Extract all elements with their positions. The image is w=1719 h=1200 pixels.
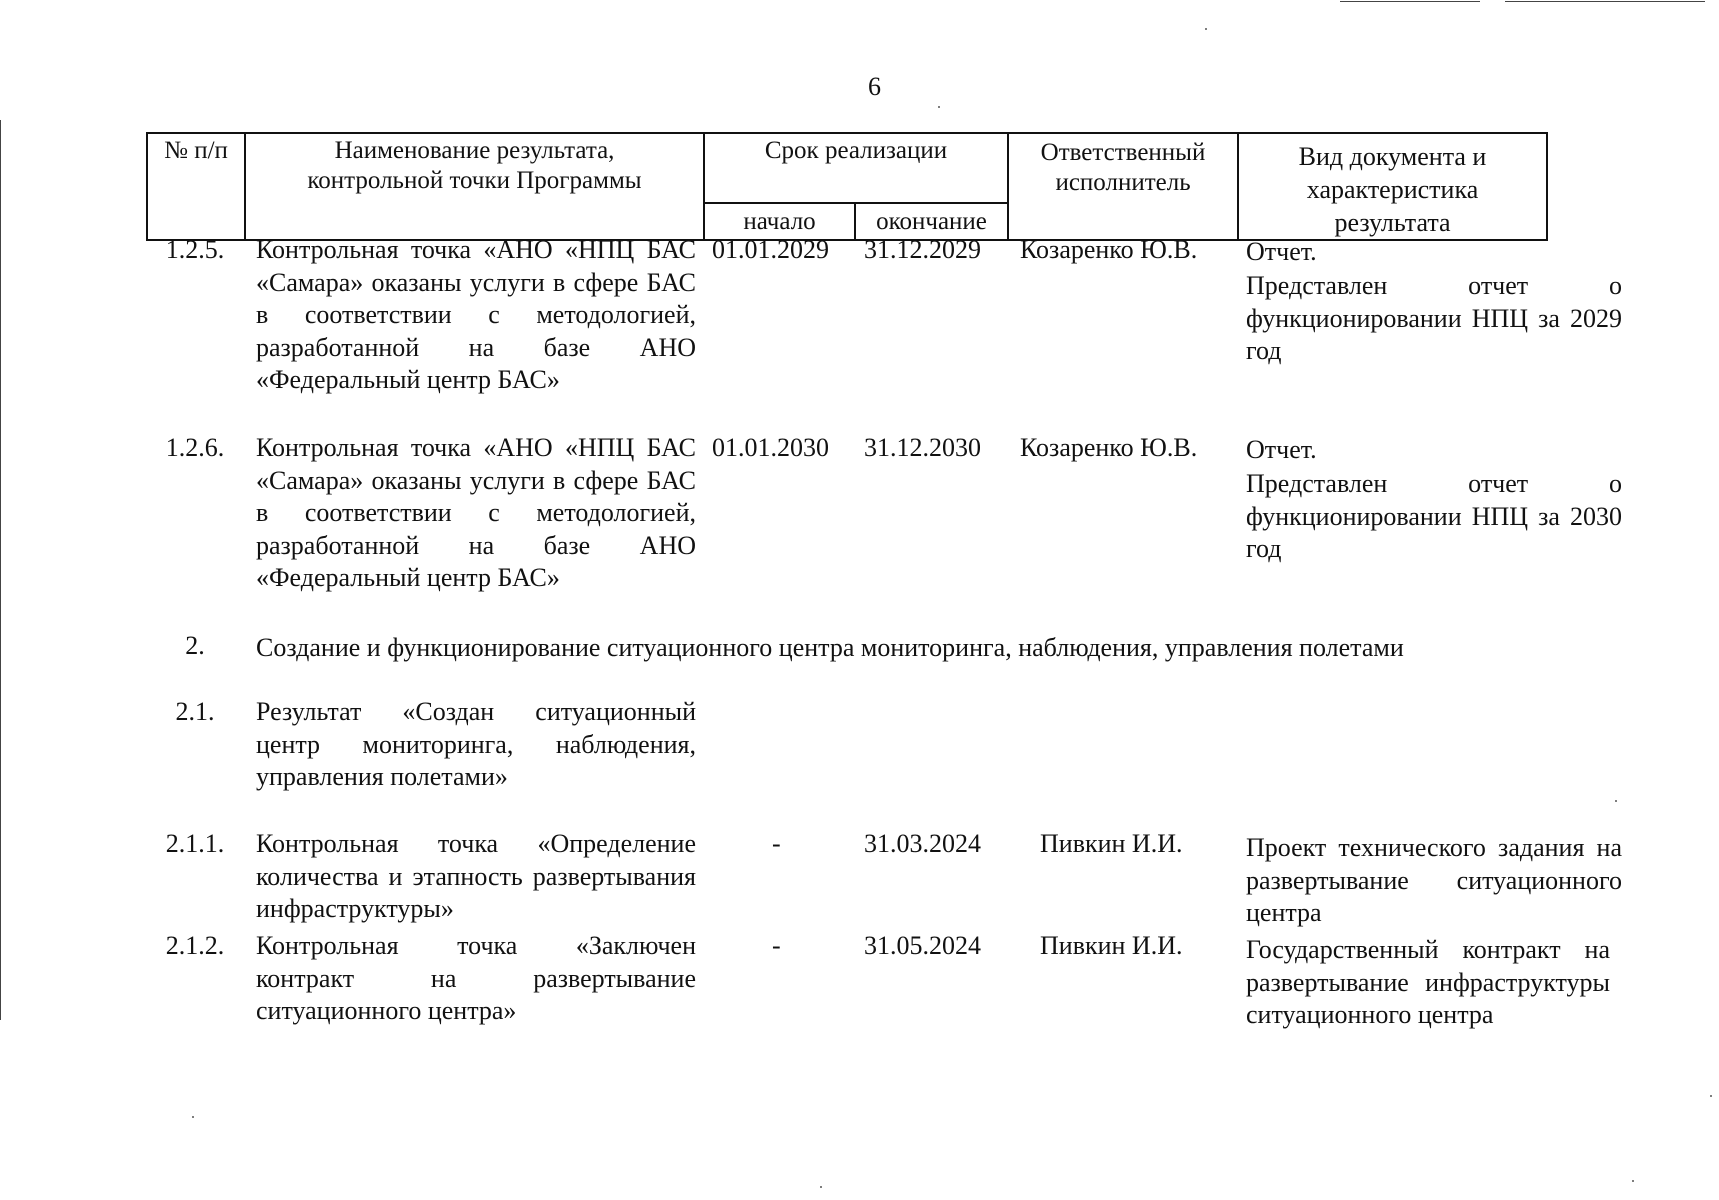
table-header bbox=[146, 132, 1548, 241]
scan-edge-line bbox=[0, 120, 1, 1020]
scan-speck bbox=[1205, 28, 1207, 30]
header-responsible: Ответственный исполнитель bbox=[1008, 133, 1238, 240]
header-start: начало bbox=[704, 203, 855, 240]
header-end: окончание bbox=[855, 203, 1008, 240]
row-start: - bbox=[772, 829, 781, 858]
section-title: Создание и функционирование ситуационного центра мониторинга, наблюдения, управления полетами bbox=[256, 633, 1404, 662]
row-end: 31.12.2029 bbox=[864, 235, 981, 264]
row-end: 31.05.2024 bbox=[864, 931, 981, 960]
row-num: 2.1. bbox=[175, 697, 215, 726]
row-doc-text: Представлен отчет о функционировании НПЦ за 2029 год bbox=[1246, 271, 1622, 365]
row-num: 2. bbox=[185, 631, 205, 660]
row-num: 1.2.6. bbox=[165, 433, 225, 462]
page-number: 6 bbox=[868, 72, 881, 101]
header-name: Наименование результата, контрольной точки Программы bbox=[245, 133, 704, 240]
row-num: 2.1.1. bbox=[165, 829, 225, 858]
row-responsible: Пивкин И.И. bbox=[1040, 931, 1183, 960]
row-doc-title: Отчет. bbox=[1246, 237, 1317, 266]
row-start: 01.01.2029 bbox=[712, 235, 829, 264]
header-doc: Вид документа и характеристика результата bbox=[1238, 133, 1547, 240]
row-start: 01.01.2030 bbox=[712, 433, 829, 462]
row-name: Контрольная точка «АНО «НПЦ БАС «Самара» оказаны услуги в сфере БАС в соответствии с методологией, разработанной на базе АНО «Федеральный центр БАС» bbox=[256, 433, 696, 592]
row-num: 2.1.2. bbox=[165, 931, 225, 960]
row-doc-title: Отчет. bbox=[1246, 435, 1317, 464]
row-name: Контрольная точка «Определение количества и этапность развертывания инфраструктуры» bbox=[256, 829, 696, 923]
scan-speck bbox=[1632, 1180, 1634, 1182]
row-end: 31.03.2024 bbox=[864, 829, 981, 858]
scan-speck bbox=[1615, 800, 1617, 802]
header-period: Срок реализации bbox=[704, 133, 1008, 203]
row-name: Контрольная точка «Заключен контракт на развертывание ситуационного центра» bbox=[256, 931, 696, 1025]
scan-speck bbox=[1710, 1095, 1712, 1097]
row-responsible: Козаренко Ю.В. bbox=[1020, 433, 1198, 462]
row-end: 31.12.2030 bbox=[864, 433, 981, 462]
row-start: - bbox=[772, 931, 781, 960]
header-num: № п/п bbox=[147, 133, 245, 240]
row-responsible: Пивкин И.И. bbox=[1040, 829, 1183, 858]
row-responsible: Козаренко Ю.В. bbox=[1020, 235, 1198, 264]
row-name: Контрольная точка «АНО «НПЦ БАС «Самара» оказаны услуги в сфере БАС в соответствии с методологией, разработанной на базе АНО «Федеральный центр БАС» bbox=[256, 235, 696, 394]
scan-speck bbox=[820, 1186, 822, 1188]
scan-speck bbox=[192, 1116, 194, 1118]
row-doc-text: Государственный контракт на развертывание инфраструктуры ситуационного центра bbox=[1246, 935, 1610, 1029]
scan-speck bbox=[938, 106, 940, 108]
scan-edge-line bbox=[1340, 1, 1480, 2]
row-doc-text: Проект технического задания на развертывание ситуационного центра bbox=[1246, 833, 1622, 927]
row-name: Результат «Создан ситуационный центр мониторинга, наблюдения, управления полетами» bbox=[256, 697, 696, 791]
scan-edge-line bbox=[1505, 1, 1705, 2]
row-doc-text: Представлен отчет о функционировании НПЦ за 2030 год bbox=[1246, 469, 1622, 563]
row-num: 1.2.5. bbox=[165, 235, 225, 264]
